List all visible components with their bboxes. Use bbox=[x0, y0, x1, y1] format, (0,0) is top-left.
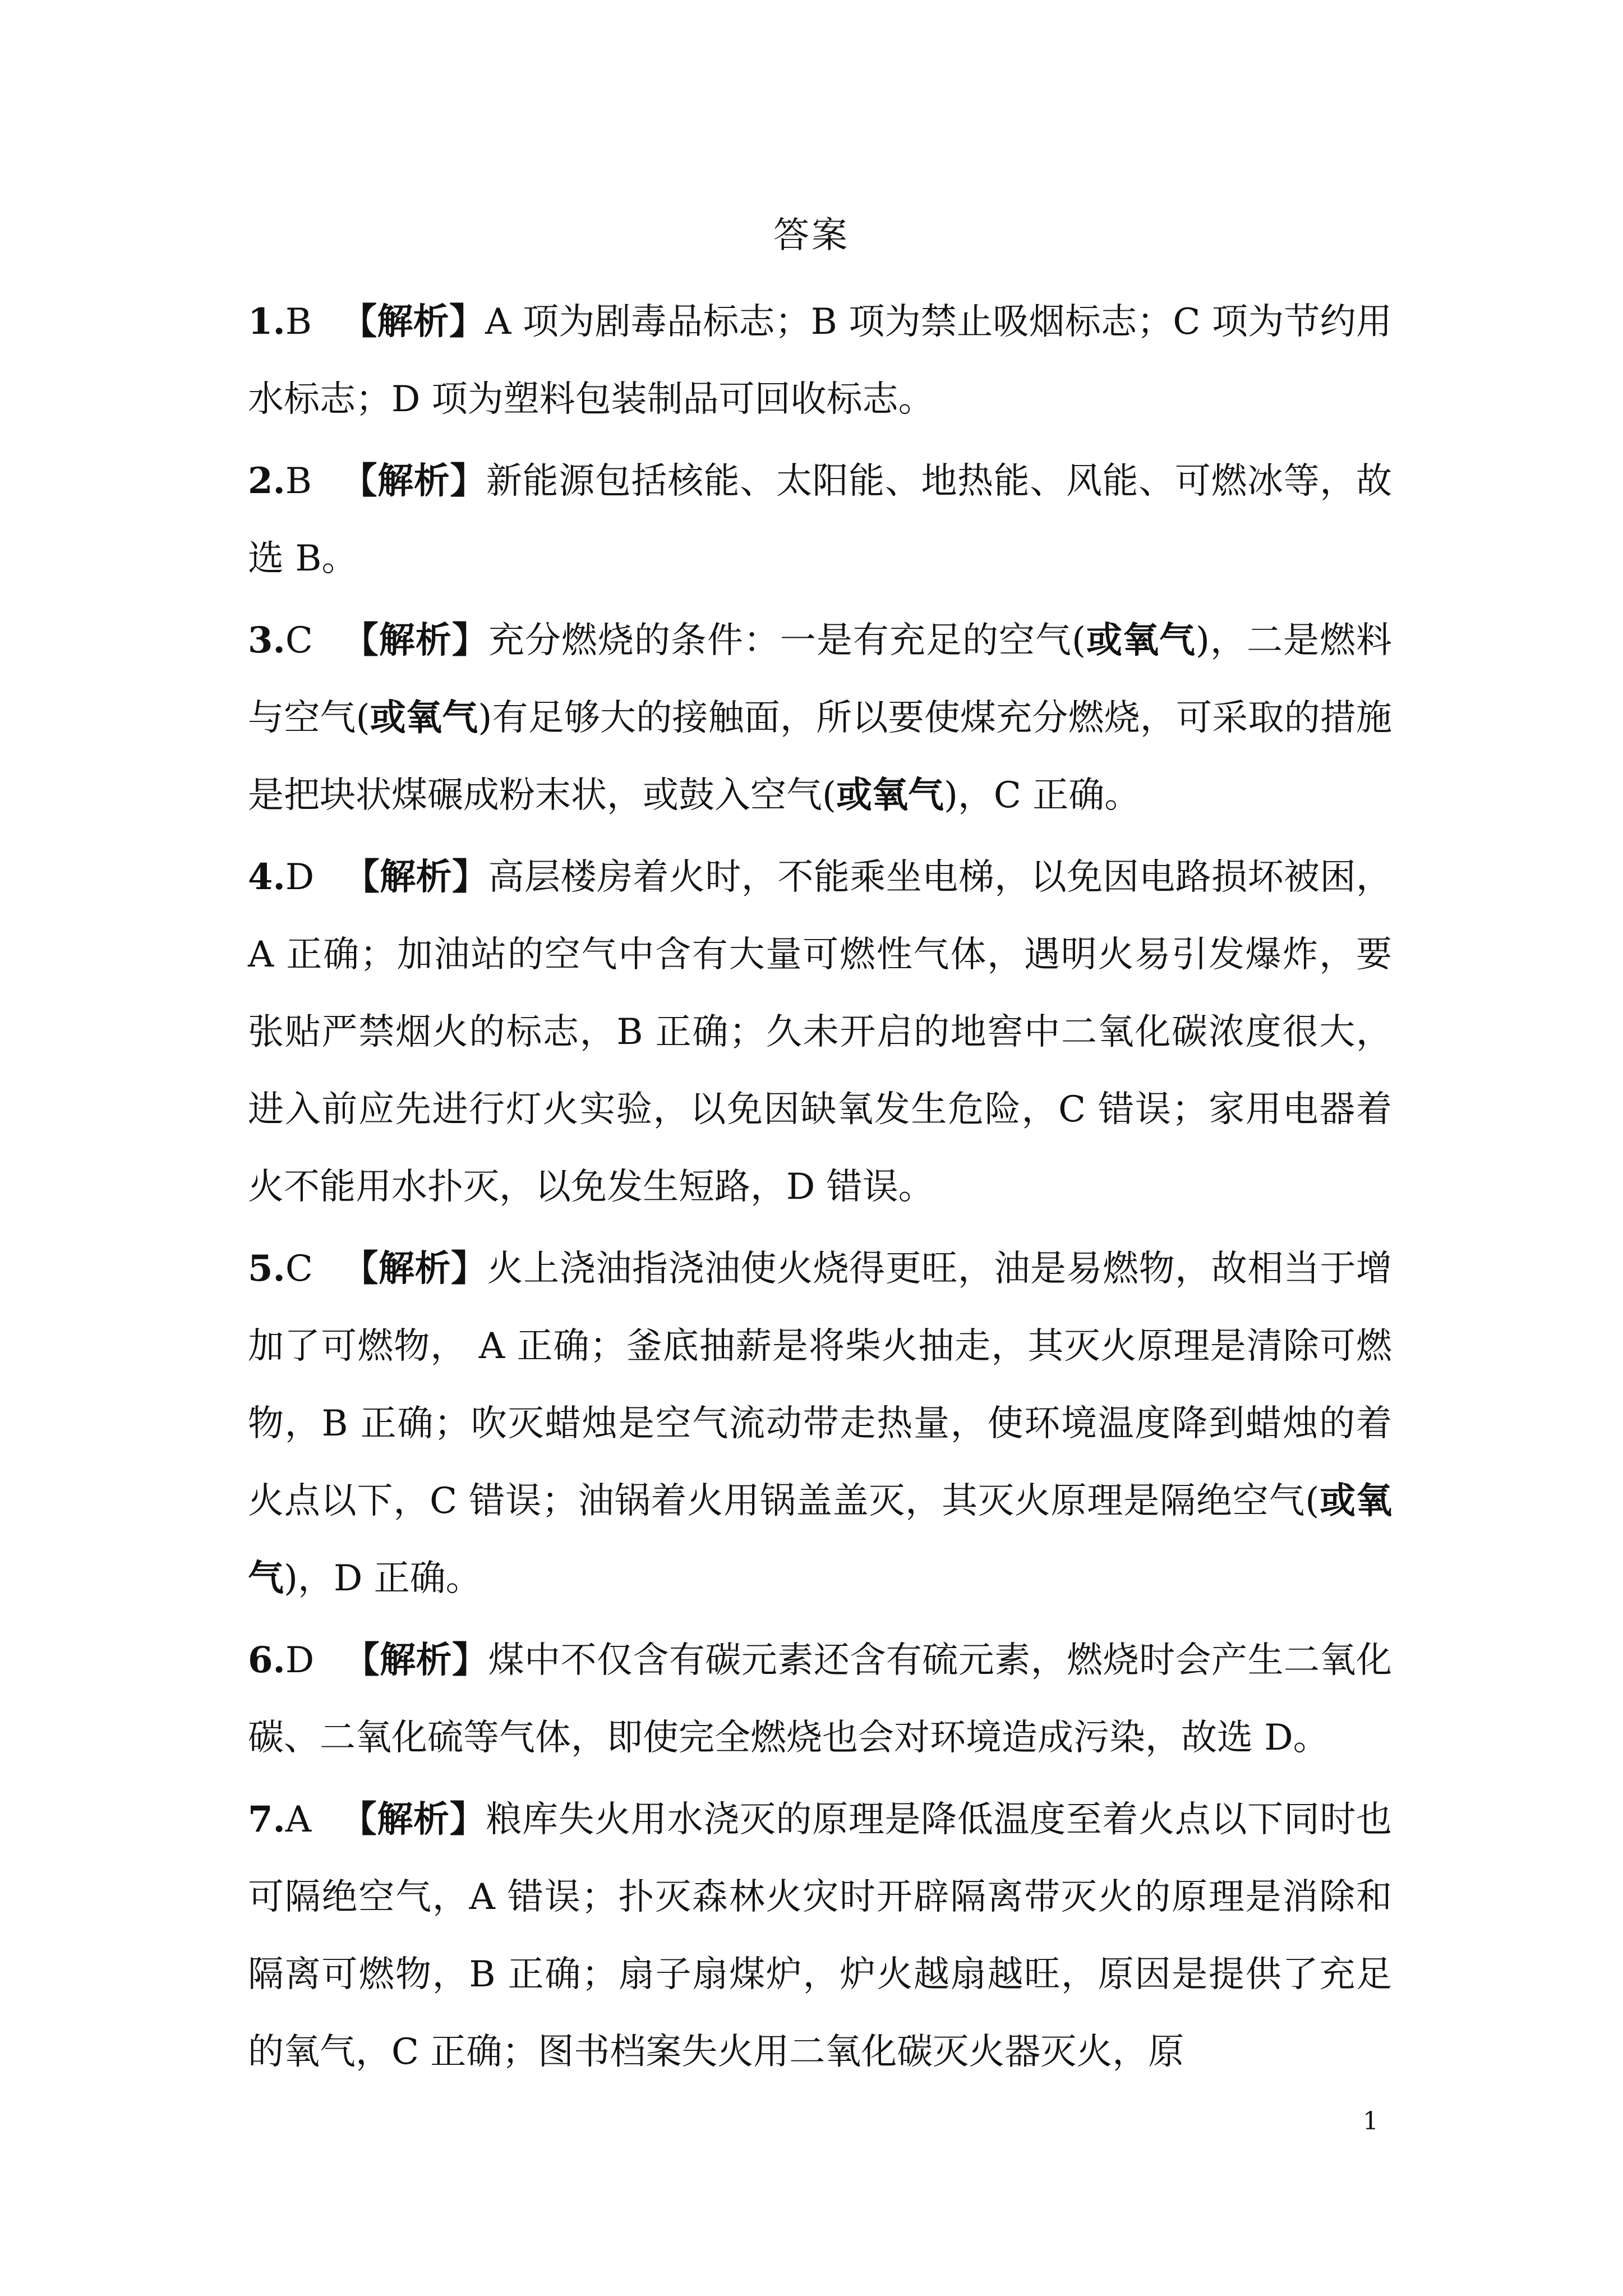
analysis-text: )，D 正确。 bbox=[284, 1558, 482, 1599]
answer-letter: D bbox=[285, 1640, 315, 1681]
answer-letter: C bbox=[285, 620, 313, 661]
answer-letter: B bbox=[285, 461, 312, 502]
analysis-text: )有足够大的接触面，所以要使煤充分燃烧，可采取的措施是把块状煤碾成粉末状，或鼓入空气( bbox=[248, 697, 1393, 816]
item-number: 5. bbox=[248, 1248, 285, 1290]
item-number: 2. bbox=[248, 460, 285, 502]
answer-letter: A bbox=[285, 1799, 312, 1841]
answer-item-5 bbox=[248, 1230, 1392, 1617]
answer-item-4 bbox=[248, 839, 1392, 1226]
answer-item-6 bbox=[248, 1622, 1392, 1777]
emphasis-text: 或氧气 bbox=[370, 697, 478, 739]
item-number: 3. bbox=[248, 619, 285, 661]
analysis-text: 新能源包括核能、太阳能、地热能、风能、可燃冰等，故选 B。 bbox=[248, 461, 1393, 579]
item-number: 6. bbox=[248, 1639, 285, 1681]
analysis-tag: 【解析】 bbox=[340, 461, 486, 502]
answer-item-2 bbox=[248, 443, 1392, 597]
answer-letter: D bbox=[285, 857, 315, 898]
analysis-tag: 【解析】 bbox=[342, 620, 488, 661]
analysis-tag: 【解析】 bbox=[340, 1799, 486, 1841]
emphasis-text: 或氧气 bbox=[248, 1480, 1393, 1599]
answer-letter: B bbox=[285, 301, 312, 343]
emphasis-text: 或氧气 bbox=[1085, 620, 1196, 661]
answer-letter: C bbox=[285, 1248, 313, 1290]
answer-list bbox=[248, 283, 1392, 2095]
analysis-tag: 【解析】 bbox=[340, 301, 486, 343]
item-number: 1. bbox=[248, 301, 285, 343]
emphasis-text: 或氧气 bbox=[836, 775, 944, 816]
analysis-tag: 【解析】 bbox=[342, 1248, 487, 1290]
analysis-text: 火上浇油指浇油使火烧得更旺，油是易燃物，故相当于增加了可燃物， A 正确；釜底抽薪是将柴火抽走，其灭火原理是清除可燃物，B 正确；吹灭蜡烛是空气流动带走热量，使环境温度降到蜡烛的着火点以下，C 错误；油锅着火用锅盖盖灭，其灭火原理是隔绝空气( bbox=[248, 1248, 1392, 1522]
answer-item-1 bbox=[248, 283, 1392, 438]
analysis-text: 高层楼房着火时，不能乘坐电梯，以免因电路损坏被困，A 正确；加油站的空气中含有大量可燃性气体，遇明火易引发爆炸，要张贴严禁烟火的标志，B 正确；久未开启的地窖中二氧化碳浓度很大，进入前应先进行灯火实验，以免因缺氧发生危险，C 错误；家用电器着火不能用水扑灭，以免发生短路，D 错误。 bbox=[248, 857, 1393, 1208]
analysis-text: 粮库失火用水浇灭的原理是降低温度至着火点以下同时也可隔绝空气，A 错误；扑灭森林火灾时开辟隔离带灭火的原理是消除和隔离可燃物，B 正确；扇子扇煤炉，炉火越扇越旺，原因是提供了充足的氧气，C 正确；图书档案失火用二氧化碳灭火器灭火，原 bbox=[248, 1799, 1393, 2073]
page-title: 答案 bbox=[773, 215, 850, 256]
analysis-tag: 【解析】 bbox=[343, 857, 488, 898]
answer-item-7 bbox=[248, 1781, 1392, 2091]
analysis-text: 煤中不仅含有碳元素还含有硫元素，燃烧时会产生二氧化碳、二氧化硫等气体，即使完全燃烧也会对环境造成污染，故选 D。 bbox=[248, 1640, 1393, 1759]
item-number: 4. bbox=[248, 856, 285, 898]
analysis-text: 充分燃烧的条件：一是有充足的空气( bbox=[488, 620, 1086, 661]
analysis-tag: 【解析】 bbox=[343, 1640, 488, 1681]
analysis-text: A 项为剧毒品标志；B 项为禁止吸烟标志；C 项为节约用水标志；D 项为塑料包装制品可回收标志。 bbox=[248, 301, 1392, 420]
answer-item-3 bbox=[248, 602, 1392, 834]
analysis-text: )，二是燃料与空气( bbox=[248, 620, 1393, 739]
page-number: 1 bbox=[1363, 2107, 1378, 2136]
analysis-text: )，C 正确。 bbox=[943, 775, 1141, 816]
item-number: 7. bbox=[248, 1798, 285, 1841]
